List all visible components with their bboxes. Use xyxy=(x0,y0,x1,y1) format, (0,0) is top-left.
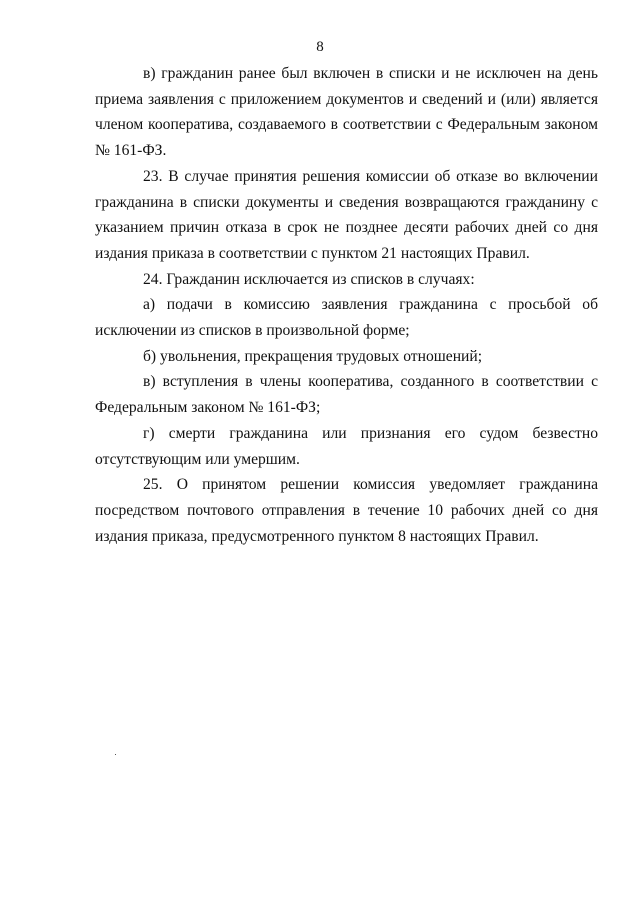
page-number: 8 xyxy=(316,39,324,55)
paragraph-v-existing-member: в) гражданин ранее был включен в списки и не исключен на день приема заявления с приложением документов и сведений и (или) является членом кооператива, создаваемого в соответствии с Федеральным законом № 161-ФЗ. xyxy=(95,65,598,160)
paragraph-24v-cooperative: в) вступления в члены кооператива, созданного в соответствии с Федеральным законом № 161-ФЗ; xyxy=(95,373,598,417)
paragraph-24b-dismissal: б) увольнения, прекращения трудовых отношений; xyxy=(143,347,483,365)
paragraph-25-notification: 25. О принятом решении комиссия уведомляет гражданина посредством почтового отправления в течение 10 рабочих дней со дня издания приказа, предусмотренного пунктом 8 настоящих Правил. xyxy=(95,476,598,545)
document-body xyxy=(95,61,598,549)
paragraph-24g-death: г) смерти гражданина или признания его судом безвестно отсутствующим или умершим. xyxy=(95,424,598,468)
paragraph-24-exclusion: 24. Гражданин исключается из списков в случаях: xyxy=(143,270,475,288)
paragraph-24a-application: а) подачи в комиссию заявления гражданина с просьбой об исключении из списков в произвольной форме; xyxy=(95,296,598,340)
scan-speck xyxy=(115,754,116,755)
paragraph-23-refusal: 23. В случае принятия решения комиссии об отказе во включении гражданина в списки документы и сведения возвращаются гражданину с указанием причин отказа в срок не позднее десяти рабочих дней со дня издания приказа в соответствии с пунктом 21 настоящих Правил. xyxy=(95,167,598,262)
